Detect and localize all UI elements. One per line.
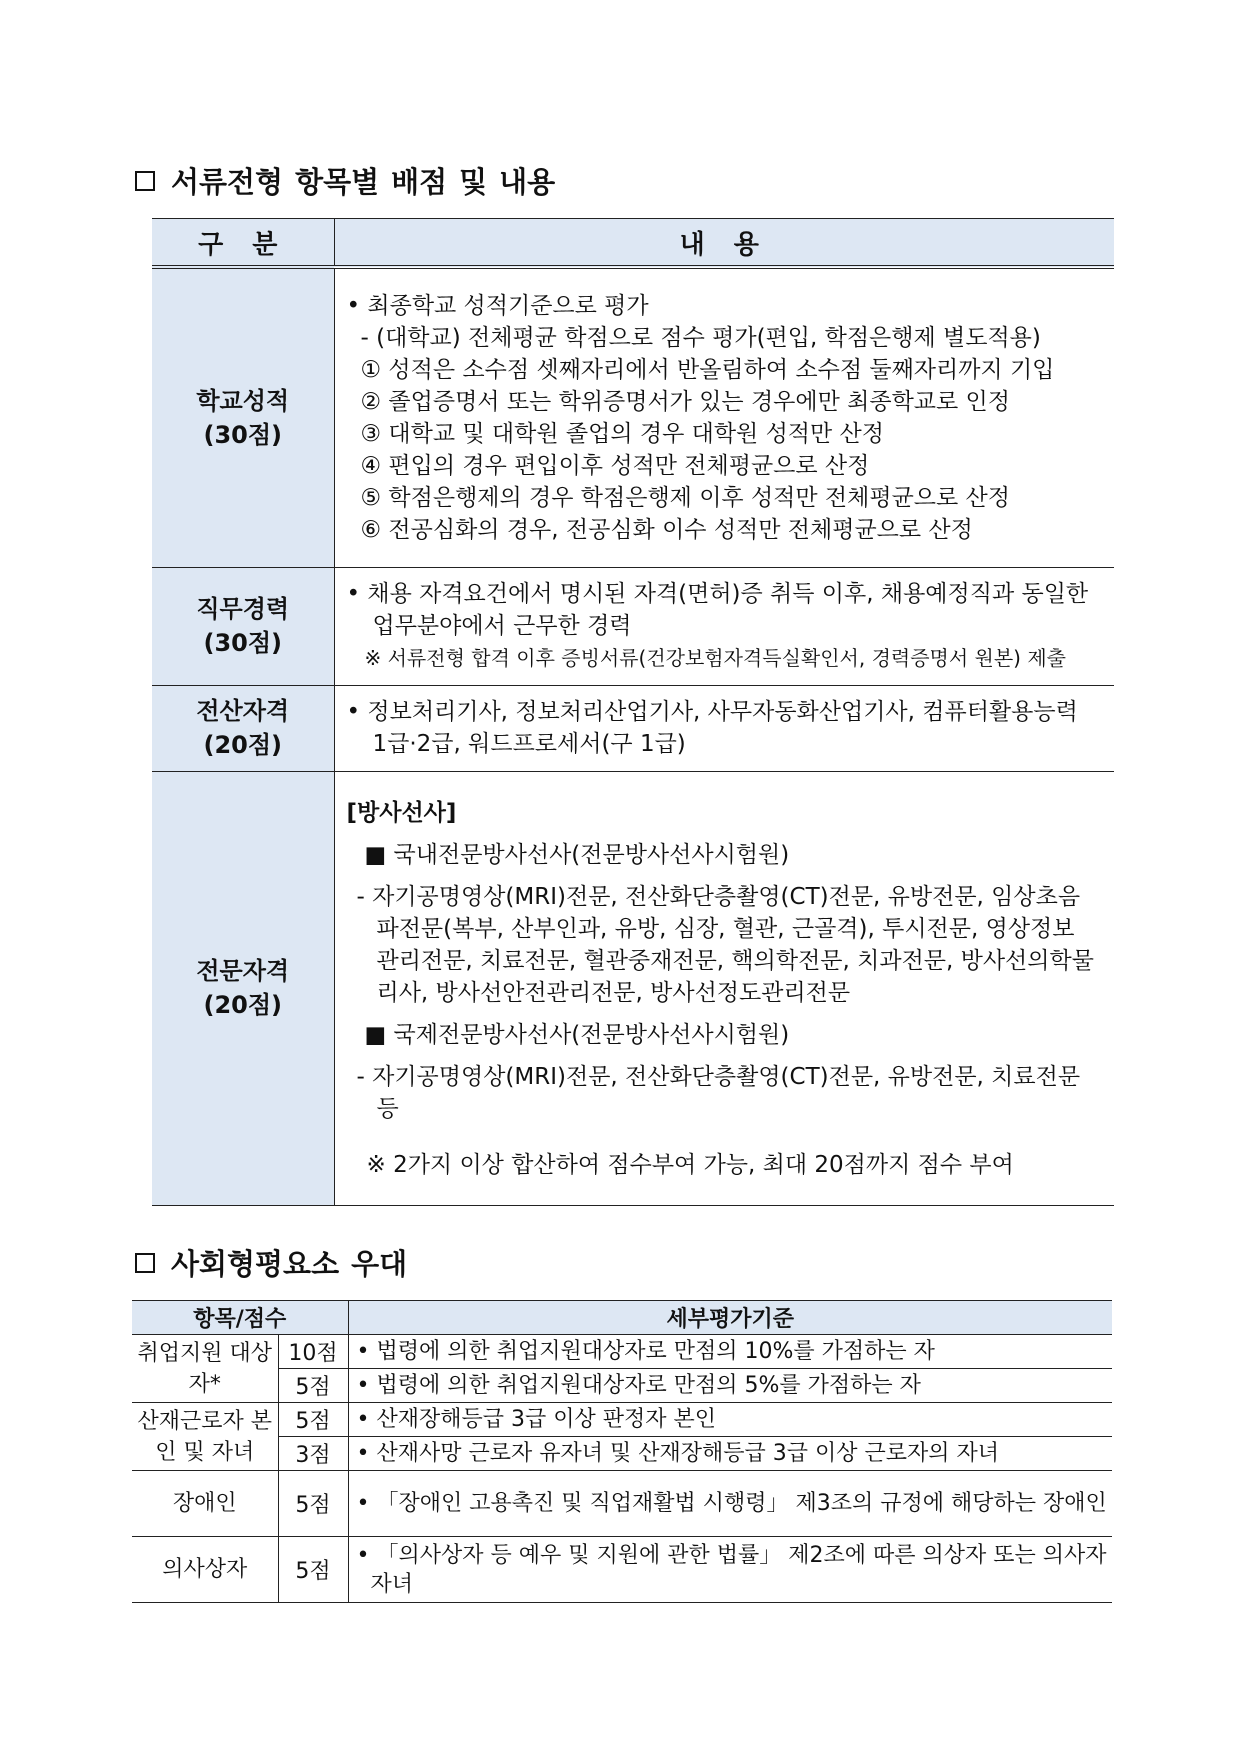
subheading: [방사선사] [346, 800, 457, 826]
title-word: 내용 [499, 165, 556, 199]
cert-list: - 자기공명영상(MRI)전문, 전산화단층촬영(CT)전문, 유방전문, 임상초음파전문(복부, 산부인과, 유방, 심장, 혈관, 근골격), 투시전문, 영상정보관리전문, 치료전문, 혈관중재전문, 핵의학전문, 치과전문, 방사선의학물리사, 방사선안전관리전문, 방사선정도관리전문 [356, 884, 1094, 1006]
header-category: 구 분 [152, 219, 334, 268]
content-cell [334, 771, 1114, 1205]
category-name: 직무경력 [196, 595, 290, 623]
title-word: 배점 [391, 165, 448, 199]
content-cell [334, 685, 1114, 771]
bullet-text: • 최종학교 성적기준으로 평가 [346, 292, 649, 319]
header-criteria: 세부평가기준 [348, 1301, 1112, 1335]
category-score: (20점) [203, 731, 283, 759]
category-score: (20점) [203, 991, 283, 1019]
item-score: 5점 [278, 1403, 348, 1437]
row-job-career [152, 567, 1114, 685]
cert-list: - 자기공명영상(MRI)전문, 전산화단층촬영(CT)전문, 유방전문, 치료전문 등 [356, 1064, 1081, 1122]
social-equity-table [132, 1300, 1112, 1603]
table-row [132, 1537, 1112, 1603]
section-title-document-screening [135, 160, 555, 201]
list-item: ② 졸업증명서 또는 학위증명서가 있는 경우에만 최종학교로 인정 [360, 388, 1010, 415]
title-word: 항목별 [295, 165, 380, 199]
checkbox-square-icon [135, 1253, 155, 1273]
title-word: 사회형평요소 [171, 1247, 340, 1281]
table-row [132, 1471, 1112, 1537]
checkbox-square-icon [135, 171, 155, 191]
item-criteria: • 법령에 의한 취업지원대상자로 만점의 10%를 가점하는 자 [348, 1335, 1112, 1369]
category-score: (30점) [203, 420, 283, 449]
header-content: 내 용 [334, 219, 1114, 268]
content-cell [334, 267, 1114, 567]
item-score: 5점 [278, 1537, 348, 1603]
item-criteria: • 법령에 의한 취업지원대상자로 만점의 5%를 가점하는 자 [348, 1369, 1112, 1403]
table-row [132, 1369, 1112, 1403]
item-score: 5점 [278, 1369, 348, 1403]
category-cell [152, 771, 334, 1205]
category-cell [152, 685, 334, 771]
content-cell [334, 567, 1114, 685]
item-criteria [348, 1471, 1112, 1537]
item-criteria: • 산재사망 근로자 유자녀 및 산재장해등급 3급 이상 근로자의 자녀 [348, 1437, 1112, 1471]
category-name: 전산자격 [196, 697, 290, 725]
header-item-score: 항목/점수 [132, 1301, 348, 1335]
table-row [132, 1437, 1112, 1471]
criteria-text: • 「장애인 고용촉진 및 직업재활법 시행령」 제3조의 규정에 해당하는 장애인 [356, 1491, 1107, 1516]
category-name: 전문자격 [196, 957, 290, 985]
row-computing-cert [152, 685, 1114, 771]
table-row [132, 1335, 1112, 1369]
title-word: 및 [459, 165, 488, 199]
category-cell [152, 567, 334, 685]
table-header-row [132, 1301, 1112, 1335]
item-score: 5점 [278, 1471, 348, 1537]
category-name: 학교성적 [196, 386, 290, 415]
criteria-text: • 「의사상자 등 예우 및 지원에 관한 법률」 제2조에 따른 의상자 또는 의사자 자녀 [356, 1542, 1107, 1597]
title-word: 서류전형 [171, 165, 284, 199]
sub-text: - (대학교) 전체평균 학점으로 점수 평가(편입, 학점은행제 별도적용) [360, 324, 1041, 351]
group-title: ■ 국내전문방사선사(전문방사선사시험원) [364, 842, 790, 868]
item-score: 3점 [278, 1437, 348, 1471]
category-score: (30점) [203, 629, 283, 657]
table-header-row [152, 219, 1114, 268]
note-text: ※ 서류전형 합격 이후 증빙서류(건강보험자격득실확인서, 경력증명서 원본) 제출 [364, 646, 1066, 670]
item-score: 10점 [278, 1335, 348, 1369]
category-cell [152, 267, 334, 567]
item-name: 산재근로자 본인 및 자녀 [132, 1403, 278, 1471]
row-professional-cert [152, 771, 1114, 1205]
table-row [132, 1403, 1112, 1437]
screening-criteria-table [152, 218, 1114, 1206]
bullet-text: • 정보처리기사, 정보처리산업기사, 사무자동화산업기사, 컴퓨터활용능력 1급·2급, 워드프로세서(구 1급) [346, 699, 1078, 757]
item-criteria [348, 1537, 1112, 1603]
row-school-grades [152, 267, 1114, 567]
item-name: 장애인 [132, 1471, 278, 1537]
list-item: ⑥ 전공심화의 경우, 전공심화 이수 성적만 전체평균으로 산정 [360, 516, 973, 543]
item-name: 취업지원 대상자* [132, 1335, 278, 1403]
group-title: ■ 국제전문방사선사(전문방사선사시험원) [364, 1022, 790, 1048]
item-name: 의사상자 [132, 1537, 278, 1603]
list-item: ④ 편입의 경우 편입이후 성적만 전체평균으로 산정 [360, 452, 870, 479]
note-text: ※ 2가지 이상 합산하여 점수부여 가능, 최대 20점까지 점수 부여 [366, 1152, 1014, 1178]
section-title-social-equity [135, 1242, 407, 1283]
list-item: ① 성적은 소수점 셋째자리에서 반올림하여 소수점 둘째자리까지 기입 [360, 356, 1055, 383]
title-word: 우대 [351, 1247, 408, 1281]
list-item: ⑤ 학점은행제의 경우 학점은행제 이후 성적만 전체평균으로 산정 [360, 484, 1010, 511]
list-item: ③ 대학교 및 대학원 졸업의 경우 대학원 성적만 산정 [360, 420, 884, 447]
bullet-text: • 채용 자격요건에서 명시된 자격(면허)증 취득 이후, 채용예정직과 동일한 업무분야에서 근무한 경력 [346, 581, 1089, 639]
item-criteria: • 산재장해등급 3급 이상 판정자 본인 [348, 1403, 1112, 1437]
